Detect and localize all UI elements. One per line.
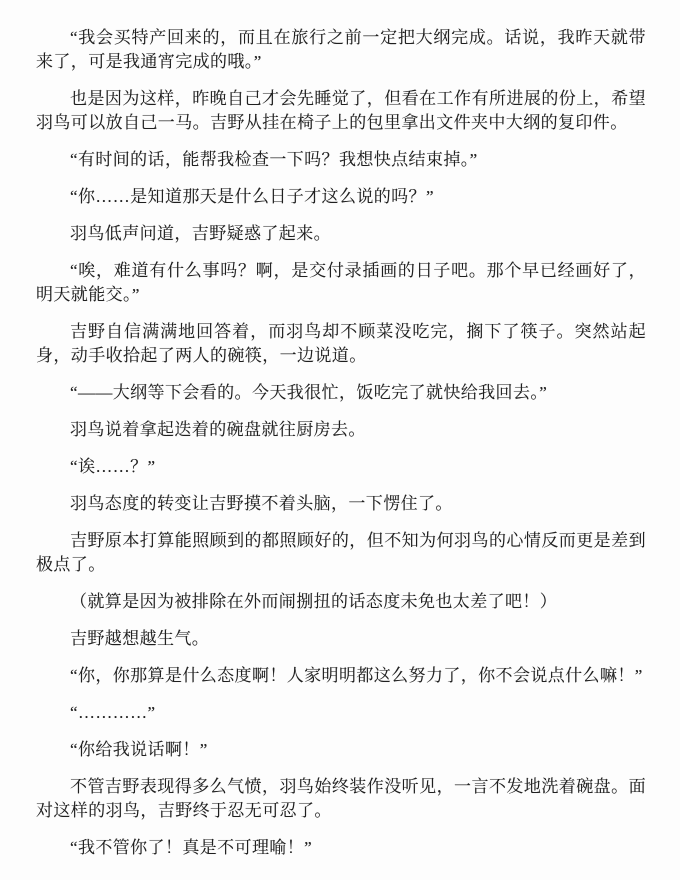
- paragraph: “你给我说话啊！”: [70, 740, 208, 759]
- paragraph: “有时间的话，能帮我检查一下吗？我想快点结束掉。”: [70, 150, 478, 169]
- paragraph: 吉野越想越生气。: [70, 629, 210, 648]
- paragraph: “…………”: [70, 703, 156, 722]
- paragraph: 吉野自信满满地回答着，而羽鸟却不顾菜没吃完，搁下了筷子。突然站起身，动手收拾起了两人的碗筷，一边说道。: [36, 322, 646, 365]
- paragraph: 羽鸟说着拿起迭着的碗盘就往厨房去。: [70, 420, 366, 439]
- paragraph: “——大纲等下会看的。今天我很忙，饭吃完了就快给我回去。”: [70, 383, 548, 402]
- paragraph: 羽鸟态度的转变让吉野摸不着头脑，一下愣住了。: [70, 494, 453, 513]
- paragraph: 羽鸟低声问道，吉野疑惑了起来。: [70, 224, 331, 243]
- paragraph: “我不管你了！真是不可理喻！”: [70, 838, 313, 857]
- paragraph: 也是因为这样，昨晚自己才会先睡觉了，但看在工作有所进展的份上，希望羽鸟可以放自己一马。吉野从挂在椅子上的包里拿出文件夹中大纲的复印件。: [36, 89, 646, 132]
- paragraph: “我会买特产回来的，而且在旅行之前一定把大纲完成。话说，我昨天就带来了，可是我通宵完成的哦。”: [36, 28, 646, 71]
- paragraph: “你，你那算是什么态度啊！人家明明都这么努力了，你不会说点什么嘛！”: [70, 666, 643, 685]
- paragraph: “诶……？”: [70, 457, 156, 476]
- paragraph: 不管吉野表现得多么气愤，羽鸟始终装作没听见，一言不发地洗着碗盘。面对这样的羽鸟，吉野终于忍无可忍了。: [36, 777, 646, 820]
- paragraph: （就算是因为被排除在外而闹捌扭的话态度未免也太差了吧！）: [70, 592, 558, 611]
- paragraph: “唉，难道有什么事吗？啊，是交付录插画的日子吧。那个早已经画好了，明天就能交。”: [36, 261, 646, 304]
- paragraph: 吉野原本打算能照顾到的都照顾好的，但不知为何羽鸟的心情反而更是差到极点了。: [36, 531, 646, 574]
- paragraph: “你……是知道那天是什么日子才这么说的吗？”: [70, 187, 434, 206]
